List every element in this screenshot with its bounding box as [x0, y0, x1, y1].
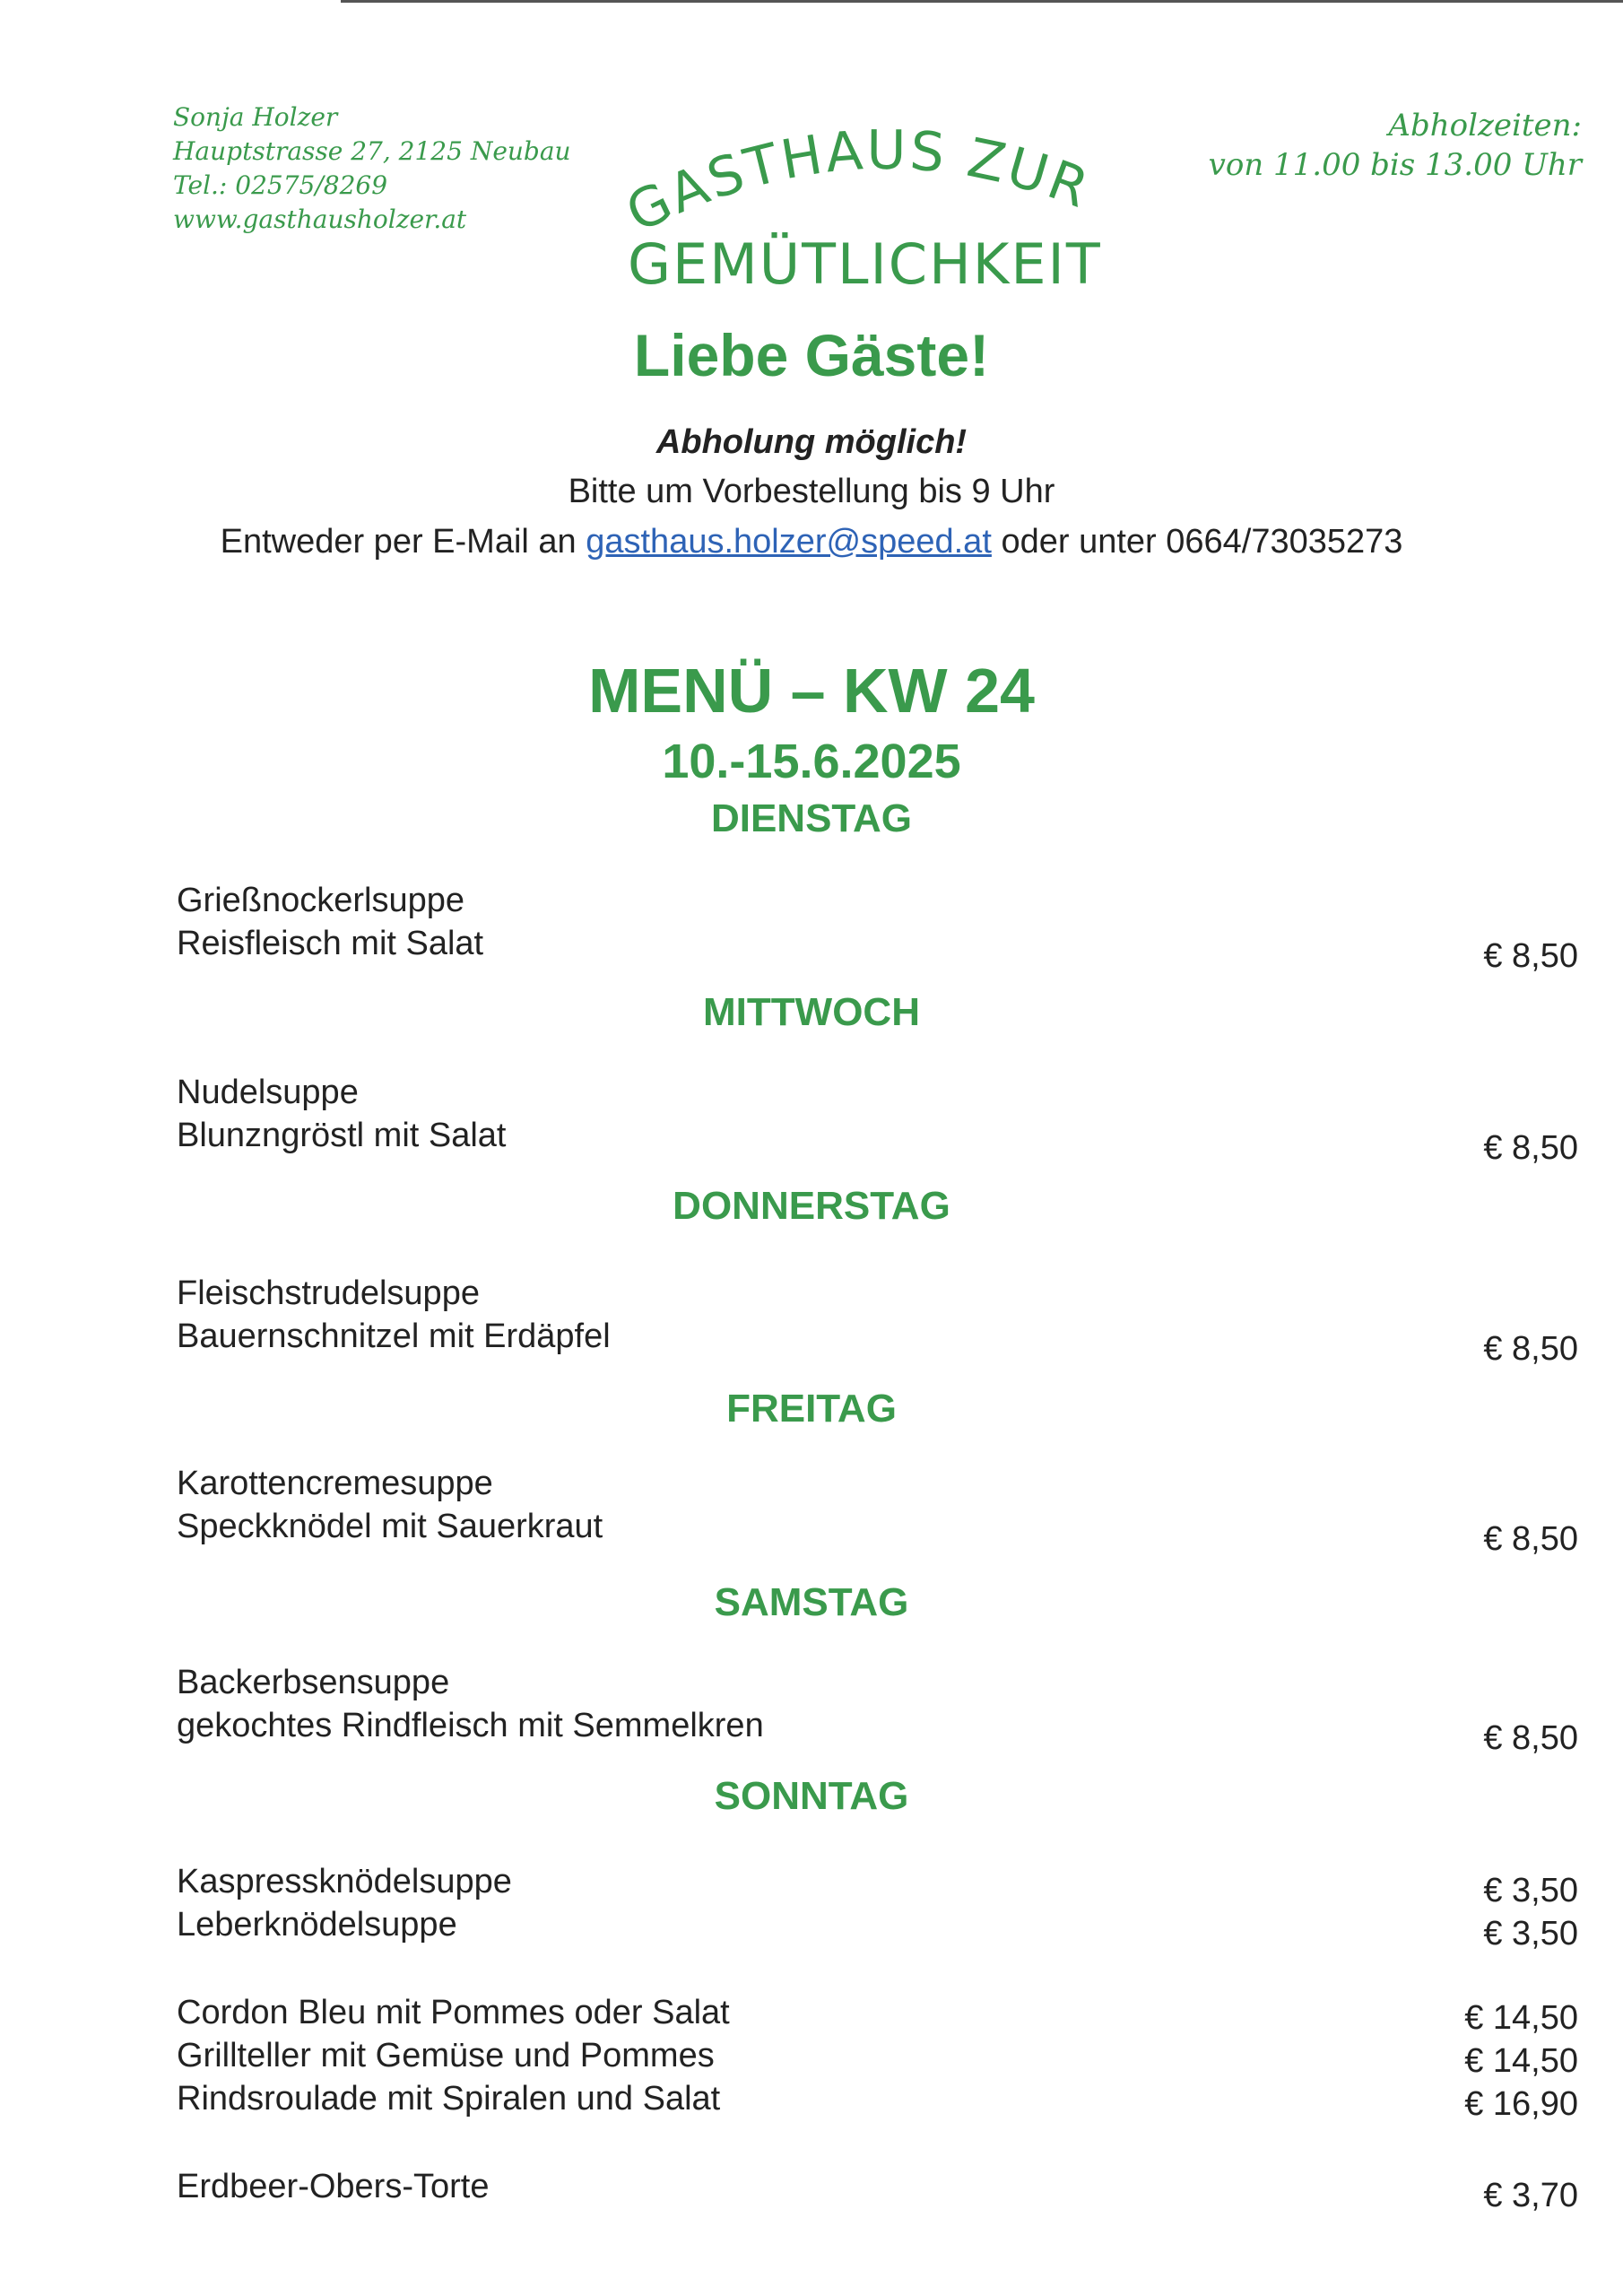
dish-item: Kaspressknödelsuppe: [177, 1863, 512, 1900]
dish-item: Fleischstrudelsuppe: [177, 1274, 480, 1312]
price: € 3,50: [1483, 1872, 1578, 1909]
dish-item: Bauernschnitzel mit Erdäpfel: [177, 1318, 611, 1355]
pickup-note: Abholung möglich!: [655, 423, 968, 461]
phone: Tel.: 02575/8269: [173, 170, 388, 200]
preorder-note: Bitte um Vorbestellung bis 9 Uhr: [568, 473, 1055, 510]
scan-edge-line: [341, 0, 1623, 3]
price: € 8,50: [1483, 1129, 1578, 1167]
dish-item: Rindsroulade mit Spiralen und Salat: [177, 2080, 721, 2118]
greeting: Liebe Gäste!: [633, 322, 990, 388]
price: € 8,50: [1483, 1520, 1578, 1558]
dish-item: Speckknödel mit Sauerkraut: [177, 1508, 603, 1545]
dish-item: Blunzngröstl mit Salat: [177, 1117, 507, 1154]
email-link[interactable]: gasthaus.holzer@speed.at: [586, 523, 992, 561]
contact-suffix: oder unter 0664/73035273: [1001, 523, 1403, 561]
dish-item: Nudelsuppe: [177, 1074, 359, 1111]
dish-item: gekochtes Rindfleisch mit Semmelkren: [177, 1707, 764, 1744]
price: € 3,50: [1483, 1915, 1578, 1952]
day-heading-sunday: SONNTAG: [714, 1774, 909, 1818]
contact-line: [0, 523, 1623, 561]
price: € 3,70: [1483, 2177, 1578, 2214]
dish-item: Leberknödelsuppe: [177, 1906, 457, 1944]
dish-item: Grießnockerlsuppe: [177, 882, 465, 919]
pickup-title: Abholzeiten:: [1388, 108, 1582, 144]
svg-text:GASTHAUS ZUR: [628, 126, 1099, 245]
menu-title: MENÜ – KW 24: [588, 656, 1035, 726]
day-heading-saturday: SAMSTAG: [714, 1580, 909, 1624]
dish-item: Erdbeer-Obers-Torte: [177, 2168, 490, 2205]
price: € 8,50: [1483, 937, 1578, 975]
menu-dates: 10.-15.6.2025: [662, 735, 961, 788]
day-heading-wednesday: MITTWOCH: [703, 990, 920, 1034]
website: www.gasthausholzer.at: [173, 204, 467, 234]
price: € 14,50: [1464, 2042, 1578, 2080]
contact-block: [173, 100, 571, 237]
dish-item: Grillteller mit Gemüse und Pommes: [177, 2037, 715, 2074]
pickup-times: von 11.00 bis 13.00 Uhr: [1208, 147, 1582, 183]
brand-line-1: ASTHAUS ZUR: [660, 126, 1099, 227]
price: € 14,50: [1464, 1999, 1578, 2037]
dish-item: Cordon Bleu mit Pommes oder Salat: [177, 1994, 730, 2031]
price: € 8,50: [1483, 1719, 1578, 1757]
dish-item: Karottencremesuppe: [177, 1465, 493, 1502]
dish-item: Reisfleisch mit Salat: [177, 925, 484, 962]
brand-line-2: GEMÜTLICHKEIT: [628, 231, 1102, 297]
owner-name: Sonja Holzer: [173, 102, 338, 132]
dish-item: Backerbsensuppe: [177, 1664, 450, 1701]
pickup-times-block: [1209, 106, 1582, 185]
day-heading-thursday: DONNERSTAG: [673, 1184, 950, 1228]
contact-prefix: Entweder per E-Mail an: [220, 523, 577, 561]
price: € 8,50: [1483, 1330, 1578, 1368]
address: Hauptstrasse 27, 2125 Neubau: [173, 136, 571, 166]
price: € 16,90: [1464, 2085, 1578, 2123]
day-heading-friday: FREITAG: [726, 1387, 897, 1431]
day-heading-tuesday: DIENSTAG: [710, 796, 913, 840]
